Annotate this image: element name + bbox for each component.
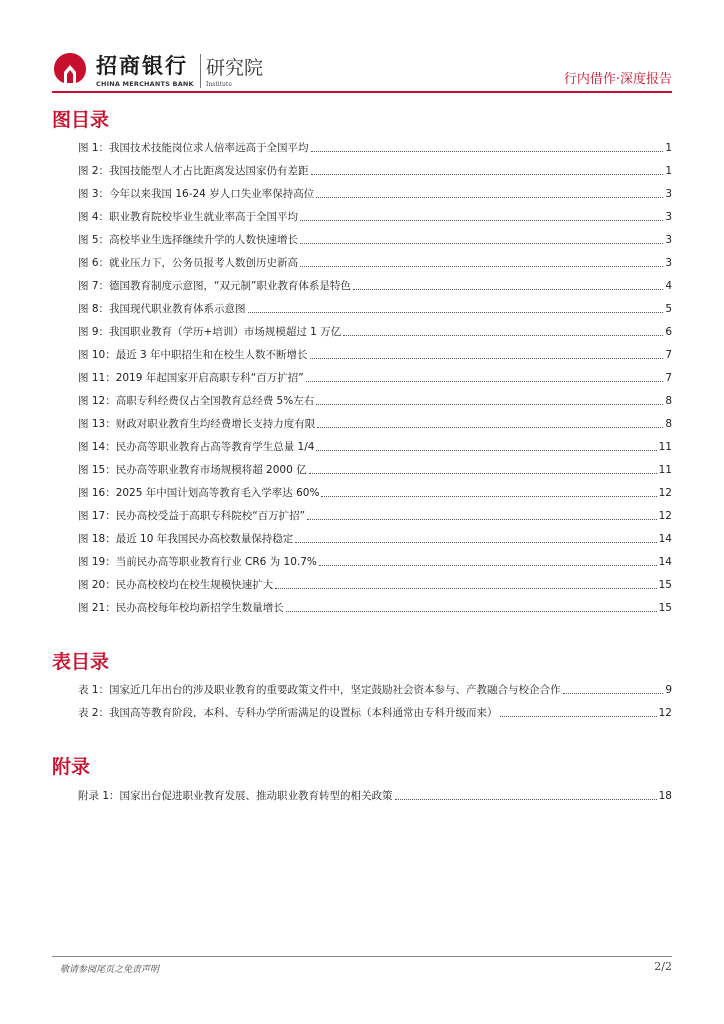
- toc-page-number: 11: [658, 464, 672, 476]
- toc-leader-dots: [306, 381, 664, 382]
- table-list-title: 表目录: [52, 651, 110, 673]
- toc-figure-label: 图 19：当前民办高等职业教育行业 CR6 为 10.7%: [78, 556, 317, 568]
- toc-page-number: 3: [665, 257, 672, 269]
- toc-figure-row[interactable]: [78, 554, 672, 570]
- toc-page-number: 8: [665, 395, 672, 407]
- toc-leader-dots: [310, 358, 664, 359]
- toc-leader-dots: [343, 335, 663, 336]
- toc-figure-row[interactable]: [78, 347, 672, 363]
- toc-figure-row[interactable]: [78, 140, 672, 156]
- toc-page-number: 18: [658, 790, 672, 802]
- toc-figure-label: 图 11：2019 年起国家开启高职专科“百万扩招”: [78, 372, 304, 384]
- toc-figure-label: 图 9：我国职业教育（学历+培训）市场规模超过 1 万亿: [78, 326, 342, 338]
- toc-figure-row[interactable]: [78, 508, 672, 524]
- footer-divider: [52, 956, 672, 957]
- toc-appendix-row[interactable]: [78, 788, 672, 804]
- toc-leader-dots: [317, 427, 663, 428]
- toc-page-number: 11: [658, 441, 672, 453]
- toc-leader-dots: [316, 197, 663, 198]
- toc-figure-row[interactable]: [78, 600, 672, 616]
- toc-leader-dots: [319, 565, 657, 566]
- toc-figure-label: 图 18：最近 10 年我国民办高校数量保持稳定: [78, 533, 294, 545]
- toc-leader-dots: [321, 496, 656, 497]
- toc-leader-dots: [500, 716, 657, 717]
- toc-table-label: 表 1：国家近几年出台的涉及职业教育的重要政策文件中，坚定鼓励社会资本参与、产教融合与校企合作: [78, 684, 561, 696]
- toc-page-number: 12: [658, 707, 672, 719]
- footer-disclaimer: 敬请参阅尾页之免责声明: [60, 965, 160, 975]
- toc-page-number: 15: [658, 579, 672, 591]
- toc-table-label: 表 2：我国高等教育阶段，本科、专科办学所需满足的设置标（本科通常由专科升级而来）: [78, 707, 498, 719]
- cmb-logo-icon: [52, 52, 88, 84]
- footer-page-number: 2/2: [654, 960, 672, 973]
- toc-leader-dots: [353, 289, 663, 290]
- appendix-list-title: 附录: [52, 756, 91, 778]
- toc-figure-row[interactable]: [78, 301, 672, 317]
- institute-name-en: Institute: [206, 81, 232, 88]
- toc-figure-label: 图 15：民办高等职业教育市场规模将超 2000 亿: [78, 464, 307, 476]
- toc-leader-dots: [300, 220, 663, 221]
- toc-leader-dots: [275, 588, 656, 589]
- toc-figure-row[interactable]: [78, 577, 672, 593]
- toc-leader-dots: [309, 473, 657, 474]
- toc-leader-dots: [300, 243, 663, 244]
- toc-figure-label: 图 16：2025 年中国计划高等教育毛入学率达 60%: [78, 487, 320, 499]
- toc-figure-label: 图 1：我国技术技能岗位求人倍率远高于全国平均: [78, 142, 309, 154]
- toc-figure-label: 图 20：民办高校校均在校生规模快速扩大: [78, 579, 274, 591]
- toc-page-number: 3: [665, 234, 672, 246]
- toc-leader-dots: [395, 799, 657, 800]
- toc-leader-dots: [300, 266, 663, 267]
- toc-figure-label: 图 21：民办高校每年校均新招学生数量增长: [78, 602, 284, 614]
- toc-page-number: 4: [665, 280, 672, 292]
- toc-page-number: 3: [665, 211, 672, 223]
- toc-page-number: 1: [665, 165, 672, 177]
- brand-name-cn: 招商银行: [96, 54, 188, 78]
- toc-leader-dots: [563, 693, 664, 694]
- toc-figure-row[interactable]: [78, 485, 672, 501]
- toc-figure-label: 图 17：民办高校受益于高职专科院校“百万扩招”: [78, 510, 306, 522]
- toc-page-number: 12: [658, 510, 672, 522]
- toc-page-number: 1: [665, 142, 672, 154]
- header-divider: [52, 91, 672, 93]
- toc-leader-dots: [248, 312, 664, 313]
- toc-figure-label: 图 2：我国技能型人才占比距离发达国家仍有差距: [78, 165, 309, 177]
- toc-figure-row[interactable]: [78, 324, 672, 340]
- toc-table-row[interactable]: [78, 682, 672, 698]
- toc-figure-label: 图 10：最近 3 年中职招生和在校生人数不断增长: [78, 349, 308, 361]
- toc-figure-row[interactable]: [78, 232, 672, 248]
- toc-leader-dots: [286, 611, 657, 612]
- toc-figure-row[interactable]: [78, 255, 672, 271]
- toc-figure-row[interactable]: [78, 531, 672, 547]
- page-header: [0, 0, 724, 100]
- toc-leader-dots: [311, 174, 664, 175]
- toc-page-number: 15: [658, 602, 672, 614]
- toc-figure-label: 图 13：财政对职业教育生均经费增长支持力度有限: [78, 418, 316, 430]
- figure-list-title: 图目录: [52, 109, 110, 131]
- logo-divider: [200, 54, 201, 88]
- toc-leader-dots: [316, 450, 656, 451]
- toc-page-number: 8: [665, 418, 672, 430]
- toc-page-number: 14: [658, 533, 672, 545]
- toc-figure-row[interactable]: [78, 370, 672, 386]
- toc-appendix-label: 附录 1：国家出台促进职业教育发展、推动职业教育转型的相关政策: [78, 790, 393, 802]
- toc-figure-label: 图 5：高校毕业生选择继续升学的人数快速增长: [78, 234, 299, 246]
- toc-leader-dots: [295, 542, 656, 543]
- toc-figure-row[interactable]: [78, 439, 672, 455]
- toc-figure-row[interactable]: [78, 278, 672, 294]
- toc-page-number: 7: [665, 372, 672, 384]
- toc-page-number: 7: [665, 349, 672, 361]
- toc-figure-row[interactable]: [78, 209, 672, 225]
- toc-page-number: 3: [665, 188, 672, 200]
- toc-figure-row[interactable]: [78, 163, 672, 179]
- toc-figure-label: 图 12：高职专科经费仅占全国教育总经费 5%左右: [78, 395, 315, 407]
- toc-leader-dots: [311, 151, 664, 152]
- report-type: 行内借作·深度报告: [563, 72, 672, 87]
- toc-figure-row[interactable]: [78, 186, 672, 202]
- toc-page-number: 6: [665, 326, 672, 338]
- toc-figure-label: 图 8：我国现代职业教育体系示意图: [78, 303, 246, 315]
- toc-figure-label: 图 6：就业压力下，公务员报考人数创历史新高: [78, 257, 299, 269]
- toc-figure-label: 图 4：职业教育院校毕业生就业率高于全国平均: [78, 211, 299, 223]
- toc-figure-label: 图 3：今年以来我国 16-24 岁人口失业率保持高位: [78, 188, 315, 200]
- toc-page-number: 12: [658, 487, 672, 499]
- toc-leader-dots: [316, 404, 663, 405]
- toc-table-row[interactable]: [78, 705, 672, 721]
- toc-figure-label: 图 14：民办高等职业教育占高等教育学生总量 1/4: [78, 441, 315, 453]
- toc-page-number: 5: [665, 303, 672, 315]
- toc-page-number: 14: [658, 556, 672, 568]
- toc-figure-row[interactable]: [78, 393, 672, 409]
- toc-figure-row[interactable]: [78, 416, 672, 432]
- brand-name-en: CHINA MERCHANTS BANK: [96, 80, 194, 88]
- toc-leader-dots: [307, 519, 657, 520]
- toc-figure-label: 图 7：德国教育制度示意图，“双元制”职业教育体系是特色: [78, 280, 351, 292]
- toc-page-number: 9: [665, 684, 672, 696]
- toc-figure-row[interactable]: [78, 462, 672, 478]
- institute-name-cn: 研究院: [206, 57, 264, 79]
